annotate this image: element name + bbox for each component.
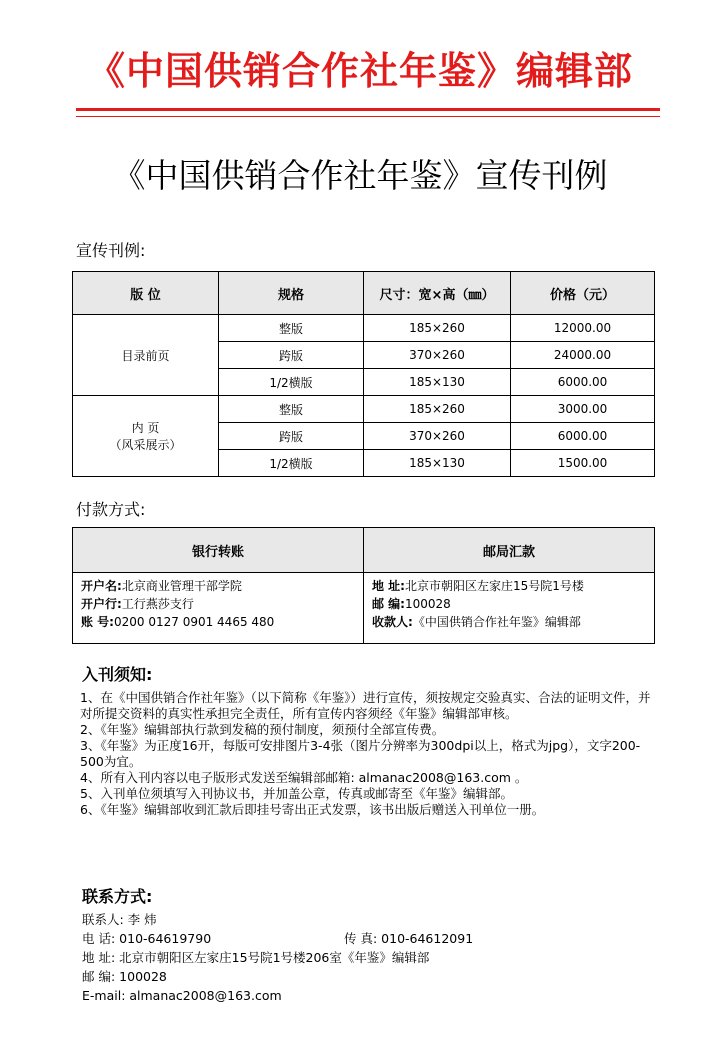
notice-item: 3、《年鉴》为正度16开，每版可安排图片3-4张（图片分辨率为300dpi以上，格式为jpg），文字200-500为宜。 <box>80 738 641 769</box>
ad-rate-table <box>72 271 655 477</box>
notice-list <box>80 690 660 818</box>
masthead-rule-thin <box>76 116 660 117</box>
size-cell: 185×130 <box>364 369 511 396</box>
contact-postcode: 邮 编: 100028 <box>82 969 167 984</box>
position-label: 目录前页 <box>121 348 170 363</box>
header-size: 尺寸：宽×高（㎜） <box>364 272 511 315</box>
ad-table-header-row <box>73 272 655 315</box>
price-cell: 12000.00 <box>511 315 655 342</box>
notice-item: 2、《年鉴》编辑部执行款到发稿的预付制度，须预付全部宣传费。 <box>80 722 445 737</box>
header-position: 版 位 <box>73 272 219 315</box>
notice-item: 4、所有入刊内容以电子版形式发送至编辑部邮箱: almanac2008@163.com 。 <box>80 770 528 785</box>
spec-cell: 跨版 <box>219 423 364 450</box>
spec-cell: 1/2横版 <box>219 450 364 477</box>
price-cell: 24000.00 <box>511 342 655 369</box>
postal-code: 邮 编:100028 <box>372 597 451 611</box>
bank-account-number: 账 号:0200 0127 0901 4465 480 <box>81 615 275 629</box>
contact-address: 地 址: 北京市朝阳区左家庄15号院1号楼206室《年鉴》编辑部 <box>82 950 430 965</box>
payment-detail-row <box>73 573 655 644</box>
notice-item: 5、入刊单位须填写入刊协议书，并加盖公章，传真或邮寄至《年鉴》编辑部。 <box>80 786 513 801</box>
postal-details <box>364 573 655 644</box>
ad-section-title: 宣传刊例: <box>76 241 146 260</box>
price-cell: 3000.00 <box>511 396 655 423</box>
payment-section-title: 付款方式: <box>76 500 146 519</box>
contact-info <box>82 910 473 1005</box>
size-cell: 185×260 <box>364 396 511 423</box>
bank-account-name: 开户名:北京商业管理干部学院 <box>81 579 242 593</box>
contact-fax: 传 真: 010-64612091 <box>344 931 474 946</box>
size-cell: 370×260 <box>364 342 511 369</box>
contact-section-title: 联系方式: <box>82 887 153 906</box>
notice-section-title: 入刊须知: <box>82 665 153 684</box>
position-sublabel: （风采展示） <box>109 438 182 452</box>
contact-phone-fax-row <box>82 929 473 948</box>
postal-address: 地 址:北京市朝阳区左家庄15号院1号楼 <box>372 579 584 593</box>
size-cell: 185×130 <box>364 450 511 477</box>
document-title: 《中国供销合作社年鉴》宣传刊例 <box>112 156 608 195</box>
spec-cell: 1/2横版 <box>219 369 364 396</box>
notice-item: 6、《年鉴》编辑部收到汇款后即挂号寄出正式发票，该书出版后赠送入刊单位一册。 <box>80 802 545 817</box>
size-cell: 370×260 <box>364 423 511 450</box>
contact-email: E-mail: almanac2008@163.com <box>82 988 282 1003</box>
size-cell: 185×260 <box>364 315 511 342</box>
spec-cell: 跨版 <box>219 342 364 369</box>
position-label: 内 页 <box>131 421 160 435</box>
table-row <box>73 396 655 423</box>
spec-cell: 整版 <box>219 396 364 423</box>
masthead: 《中国供销合作社年鉴》编辑部 <box>86 49 633 93</box>
contact-phone: 电 话: 010-64619790 <box>82 931 212 946</box>
bank-details <box>73 573 364 644</box>
masthead-rule-thick <box>76 108 660 111</box>
header-spec: 规格 <box>219 272 364 315</box>
header-price: 价格（元） <box>511 272 655 315</box>
position-cell <box>73 396 219 477</box>
bank-branch: 开户行:工行燕莎支行 <box>81 597 194 611</box>
bank-transfer-header: 银行转账 <box>73 528 364 573</box>
notice-item: 1、在《中国供销合作社年鉴》（以下简称《年鉴》）进行宣传，须按规定交验真实、合法的证明文件，并对所提交资料的真实性承担完全责任，所有宣传内容须经《年鉴》编辑部审核。 <box>80 690 651 721</box>
spec-cell: 整版 <box>219 315 364 342</box>
position-cell <box>73 315 219 396</box>
postal-remittance-header: 邮局汇款 <box>364 528 655 573</box>
table-row <box>73 315 655 342</box>
price-cell: 6000.00 <box>511 423 655 450</box>
payment-table <box>72 527 655 644</box>
price-cell: 6000.00 <box>511 369 655 396</box>
payment-header-row <box>73 528 655 573</box>
price-cell: 1500.00 <box>511 450 655 477</box>
postal-payee: 收款人:《中国供销合作社年鉴》编辑部 <box>372 615 581 629</box>
contact-person: 联系人: 李 炜 <box>82 912 157 927</box>
